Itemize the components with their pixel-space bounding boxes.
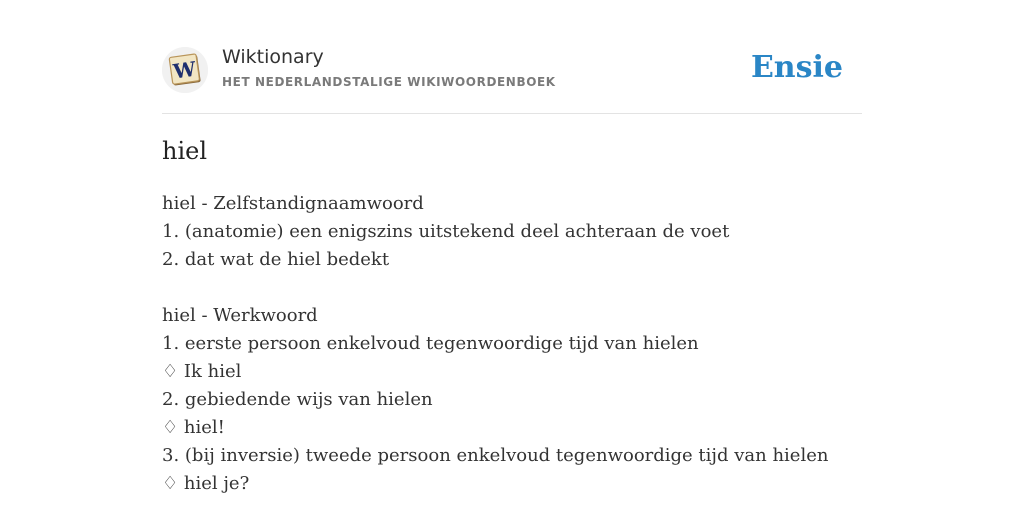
- wiktionary-tile-icon: [162, 47, 208, 93]
- definition-line: 2. dat wat de hiel bedekt: [162, 249, 390, 270]
- example-line: ♢ Ik hiel: [162, 361, 242, 382]
- example-line: ♢ hiel je?: [162, 473, 250, 494]
- definition-line: 1. eerste persoon enkelvoud tegenwoordige tijd van hielen: [162, 333, 699, 354]
- wiktionary-logo[interactable]: [162, 47, 208, 93]
- definition-content: [162, 190, 862, 498]
- definition-line: 1. (anatomie) een enigszins uitstekend deel achteraan de voet: [162, 221, 730, 242]
- ensie-logo[interactable]: Ensie: [750, 50, 843, 85]
- section-heading-verb: hiel - Werkwoord: [162, 305, 318, 326]
- definition-line: 3. (bij inversie) tweede persoon enkelvoud tegenwoordige tijd van hielen: [162, 445, 829, 466]
- site-header: [162, 40, 862, 114]
- site-name[interactable]: Wiktionary: [222, 46, 324, 68]
- section-heading-noun: hiel - Zelfstandignaamwoord: [162, 193, 424, 214]
- section-spacer: [162, 274, 862, 302]
- svg-text:W: W: [171, 56, 198, 84]
- site-tagline: HET NEDERLANDSTALIGE WIKIWOORDENBOEK: [222, 75, 556, 89]
- example-line: ♢ hiel!: [162, 417, 225, 438]
- page-title: hiel: [162, 137, 208, 165]
- definition-line: 2. gebiedende wijs van hielen: [162, 389, 433, 410]
